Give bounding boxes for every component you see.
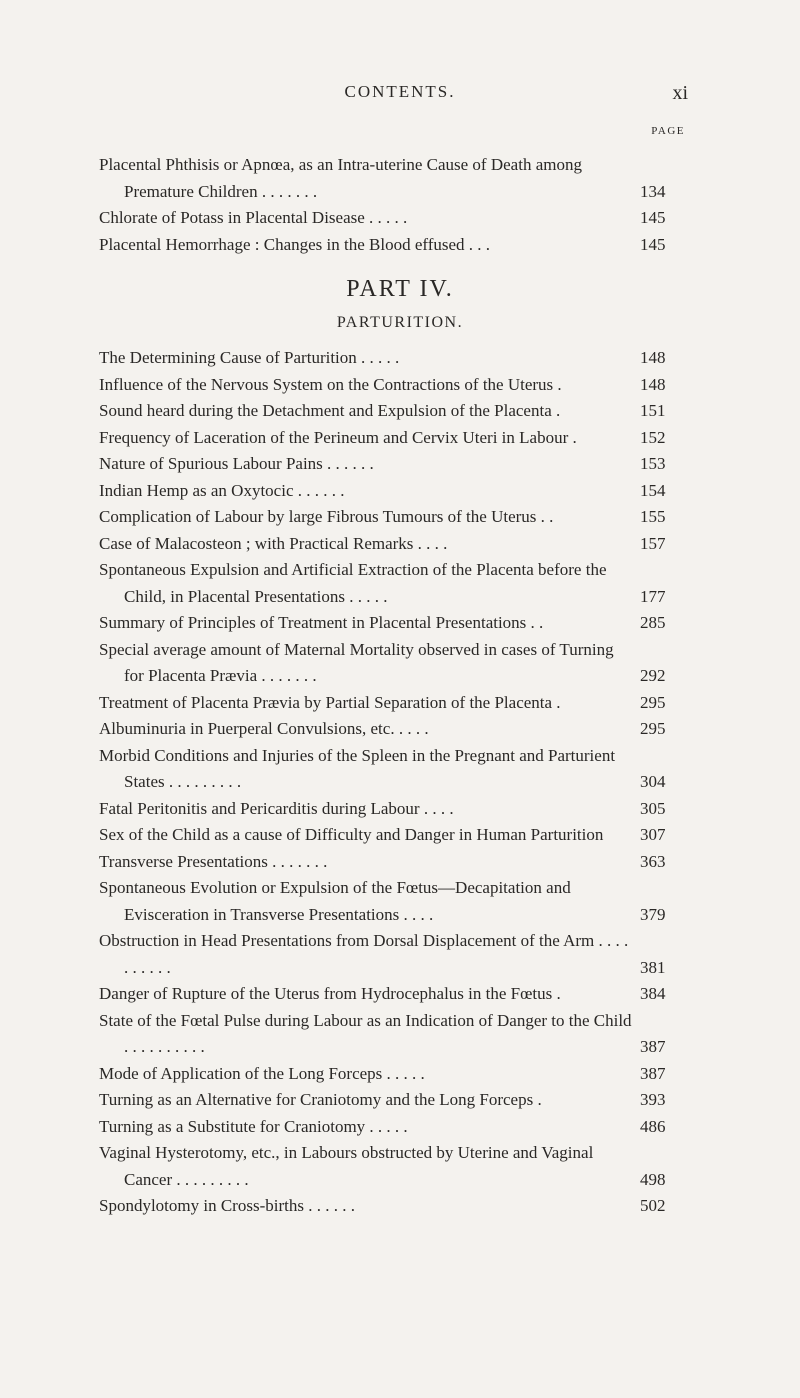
- contents-entry: [99, 743, 680, 796]
- entry-page-number: 155: [640, 507, 666, 526]
- contents-entry: [99, 372, 680, 399]
- entry-title: Indian Hemp as an Oxytocic . . . . . .: [99, 480, 345, 500]
- entry-title: Special average amount of Maternal Mortality observed in cases of Turning for Placenta Prævia . . . . . . .: [99, 639, 614, 685]
- contents-entry: [99, 398, 680, 425]
- entry-title: Spontaneous Expulsion and Artificial Extraction of the Placenta before the Child, in Placental Presentations . . . . .: [99, 560, 607, 606]
- contents-entry: [99, 716, 680, 743]
- entry-page-number: 151: [640, 401, 666, 420]
- contents-entry: [99, 232, 680, 259]
- entry-title: Fatal Peritonitis and Pericarditis during Labour . . . .: [99, 798, 454, 818]
- contents-entry: [99, 1008, 680, 1061]
- entry-page-number: 153: [640, 454, 666, 473]
- contents-entry: [99, 152, 680, 205]
- entry-page-number: 384: [640, 984, 666, 1003]
- contents-entry: [99, 690, 680, 717]
- entry-title: Vaginal Hysterotomy, etc., in Labours obstructed by Uterine and Vaginal Cancer . . . . . . . . .: [99, 1143, 594, 1189]
- running-head-title: CONTENTS.: [344, 82, 456, 101]
- contents-entry: [99, 875, 680, 928]
- entry-page-number: 305: [640, 798, 666, 818]
- entry-page-number: 152: [640, 427, 666, 447]
- contents-entry: [99, 981, 680, 1008]
- entry-page-number: 177: [640, 586, 666, 606]
- entry-page-number: 154: [640, 480, 666, 500]
- entry-title: Treatment of Placenta Prævia by Partial Separation of the Placenta .: [99, 692, 561, 712]
- entry-title: Turning as a Substitute for Craniotomy . . . . .: [99, 1116, 408, 1136]
- contents-entry: [99, 1140, 680, 1193]
- entry-page-number: 387: [640, 1037, 666, 1056]
- entry-title: Sound heard during the Detachment and Expulsion of the Placenta .: [99, 401, 561, 420]
- entry-page-number: 148: [640, 374, 666, 394]
- contents-entry: [99, 531, 680, 558]
- contents-entry: [99, 425, 680, 452]
- contents-entry: [99, 557, 680, 610]
- contents-list-part-three-end: [99, 152, 680, 258]
- entry-title: Complication of Labour by large Fibrous Tumours of the Uterus . .: [99, 507, 554, 526]
- contents-entry: [99, 849, 680, 876]
- entry-title: Nature of Spurious Labour Pains . . . . . .: [99, 454, 374, 473]
- part-title: PART IV.: [346, 276, 454, 302]
- contents-entry: [99, 1087, 680, 1114]
- contents-list-part-four: [99, 345, 680, 1220]
- entry-page-number: 393: [640, 1090, 666, 1109]
- entry-title: Sex of the Child as a cause of Difficulty and Danger in Human Parturition: [99, 825, 604, 844]
- contents-entry: [99, 610, 680, 637]
- entry-page-number: 292: [640, 666, 666, 685]
- entry-page-number: 304: [640, 772, 666, 791]
- entry-page-number: 498: [640, 1169, 666, 1189]
- contents-entry: [99, 637, 680, 690]
- entry-page-number: 157: [640, 533, 666, 553]
- entry-page-number: 381: [640, 957, 666, 977]
- entry-page-number: 307: [640, 825, 666, 844]
- contents-entry: [99, 1114, 680, 1141]
- entry-title: State of the Fœtal Pulse during Labour as an Indication of Danger to the Child . . . . . . . . . .: [99, 1010, 632, 1056]
- contents-entry: [99, 478, 680, 505]
- page-number: xi: [672, 82, 688, 104]
- contents-entry: [99, 928, 680, 981]
- entry-title: Frequency of Laceration of the Perineum and Cervix Uteri in Labour .: [99, 427, 577, 447]
- contents-entry: [99, 822, 680, 849]
- entry-page-number: 379: [640, 904, 666, 924]
- entry-page-number: 295: [640, 719, 666, 738]
- entry-page-number: 363: [640, 851, 666, 871]
- contents-entry: [99, 205, 680, 232]
- page-column-label: PAGE: [651, 125, 685, 137]
- entry-title: Turning as an Alternative for Craniotomy and the Long Forceps .: [99, 1090, 542, 1109]
- contents-entry: [99, 504, 680, 531]
- entry-title: Obstruction in Head Presentations from Dorsal Displacement of the Arm . . . . . . . . . .: [99, 931, 629, 977]
- contents-entry: [99, 451, 680, 478]
- entry-page-number: 148: [640, 348, 666, 367]
- entry-title: Placental Hemorrhage : Changes in the Blood effused . . .: [99, 234, 491, 254]
- contents-entry: [99, 1061, 680, 1088]
- entry-title: Transverse Presentations . . . . . . .: [99, 851, 328, 871]
- entry-title: Spondylotomy in Cross-births . . . . . .: [99, 1196, 355, 1215]
- entry-page-number: 285: [640, 613, 666, 632]
- entry-title: Danger of Rupture of the Uterus from Hydrocephalus in the Fœtus .: [99, 984, 561, 1003]
- entry-title: Mode of Application of the Long Forceps . . . . .: [99, 1063, 425, 1083]
- entry-page-number: 486: [640, 1116, 666, 1136]
- entry-page-number: 295: [640, 692, 666, 712]
- entry-title: Placental Phthisis or Apnœa, as an Intra-uterine Cause of Death among Premature Children . . . . . . .: [99, 155, 582, 201]
- entry-title: Albuminuria in Puerperal Convulsions, etc. . . . .: [99, 719, 429, 738]
- contents-entry: [99, 345, 680, 372]
- entry-page-number: 387: [640, 1063, 666, 1083]
- entry-page-number: 145: [640, 234, 666, 254]
- part-subtitle: PARTURITION.: [336, 314, 464, 331]
- contents-entry: [99, 796, 680, 823]
- entry-page-number: 502: [640, 1196, 666, 1215]
- entry-title: The Determining Cause of Parturition . . . . .: [99, 348, 400, 367]
- contents-entry: [99, 1193, 680, 1220]
- entry-title: Chlorate of Potass in Placental Disease . . . . .: [99, 208, 408, 227]
- entry-title: Summary of Principles of Treatment in Placental Presentations . .: [99, 613, 544, 632]
- entry-page-number: 145: [640, 208, 666, 227]
- entry-title: Influence of the Nervous System on the Contractions of the Uterus .: [99, 374, 562, 394]
- entry-title: Case of Malacosteon ; with Practical Remarks . . . .: [99, 533, 448, 553]
- entry-title: Spontaneous Evolution or Expulsion of the Fœtus—Decapitation and Evisceration in Transverse Presentations . . . .: [99, 878, 571, 924]
- entry-page-number: 134: [640, 181, 666, 201]
- running-head: [0, 82, 800, 106]
- entry-title: Morbid Conditions and Injuries of the Spleen in the Pregnant and Parturient States . . . . . . . . .: [99, 745, 616, 791]
